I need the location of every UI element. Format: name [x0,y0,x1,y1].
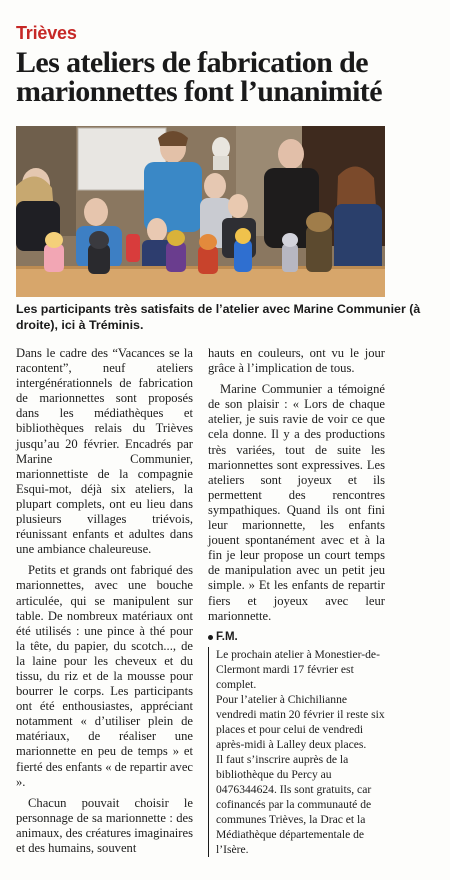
paragraph: Chacun pouvait choisir le personnage de sa marionnette : des animaux, des créatures imaginaires et des humains, souvent [16,795,193,855]
article-photo [16,126,385,297]
paragraph: Dans le cadre des “Vacances se la racontent”, neuf ateliers intergénérationnels de fabrication de marionnettes sont proposés dans les médiathèques et bibliothèques relais du Trièves jusqu’au 20 février. Encadrés par Marine Communier, marionnettiste de la compagnie Esqui-mot, déjà six ateliers, la plupart complets, ont eu lieu dans plusieurs villages triévois, réunissant enfants et adultes dans une ambiance chaleureuse. [16,346,193,557]
info-paragraph: Le prochain atelier à Monestier-de-Clermont mardi 17 février est complet. [216,647,380,691]
info-box [208,647,385,857]
paragraph: hauts en couleurs, ont vu le jour grâce à l’implication de tous. [208,346,385,376]
paragraph: Marine Communier a témoigné de son plaisir : « Lors de chaque atelier, je suis ravie de voir ce que cela donne. Il y a des productions très variées, tout de suite les marionnettes sont expressives. Les ateliers sont joyeux et ils permettent des rencontres sympathiques. Quand ils ont fini leur marionnette, les enfants jouent spontanément avec et à la fin je leur propose un court temps de manipulation avec un petit jeu simple. » Et les enfants de repartir fiers et joyeux avec leur marionnette. [208,382,385,623]
photo-caption: Les participants très satisfaits de l’atelier avec Marine Communier (à droite), ici à Tréminis. [16,302,421,332]
column-2 [208,346,385,857]
info-paragraph: Pour l’atelier à Chichilianne vendredi matin 20 février il reste six places et pour celui de vendredi après-midi à Lalley deux places. [216,692,385,751]
bullet-icon [208,635,213,640]
author-signature [208,630,385,645]
author-initials: F.M. [216,630,238,643]
article-headline: Les ateliers de fabrication de marionnettes font l’unanimité [16,46,382,108]
paragraph: Petits et grands ont fabriqué des marionnettes, avec une bouche articulée, qui se manipulent sur table. De nombreux matériaux ont été utilisés : une pince à thé pour la tête, du papier, du scotch..., de la laine pour les cheveux et du tissu, du riz et de la mousse pour bourrer le corps. Les participants ont été enthousiastes, appréciant notamment « d’utiliser plein de matériaux, de réaliser une marionnette en peu de temps » et fierté des enfants « de repartir avec ». [16,563,193,789]
info-paragraph: Il faut s’inscrire auprès de la bibliothèque du Percy au 0476344624. Ils sont gratuits, car cofinancés par la communauté de communes Trièves, la Drac et la Médiathèque départementale de l’Isère. [216,752,372,856]
section-label: Trièves [16,23,77,43]
column-1 [16,346,193,862]
